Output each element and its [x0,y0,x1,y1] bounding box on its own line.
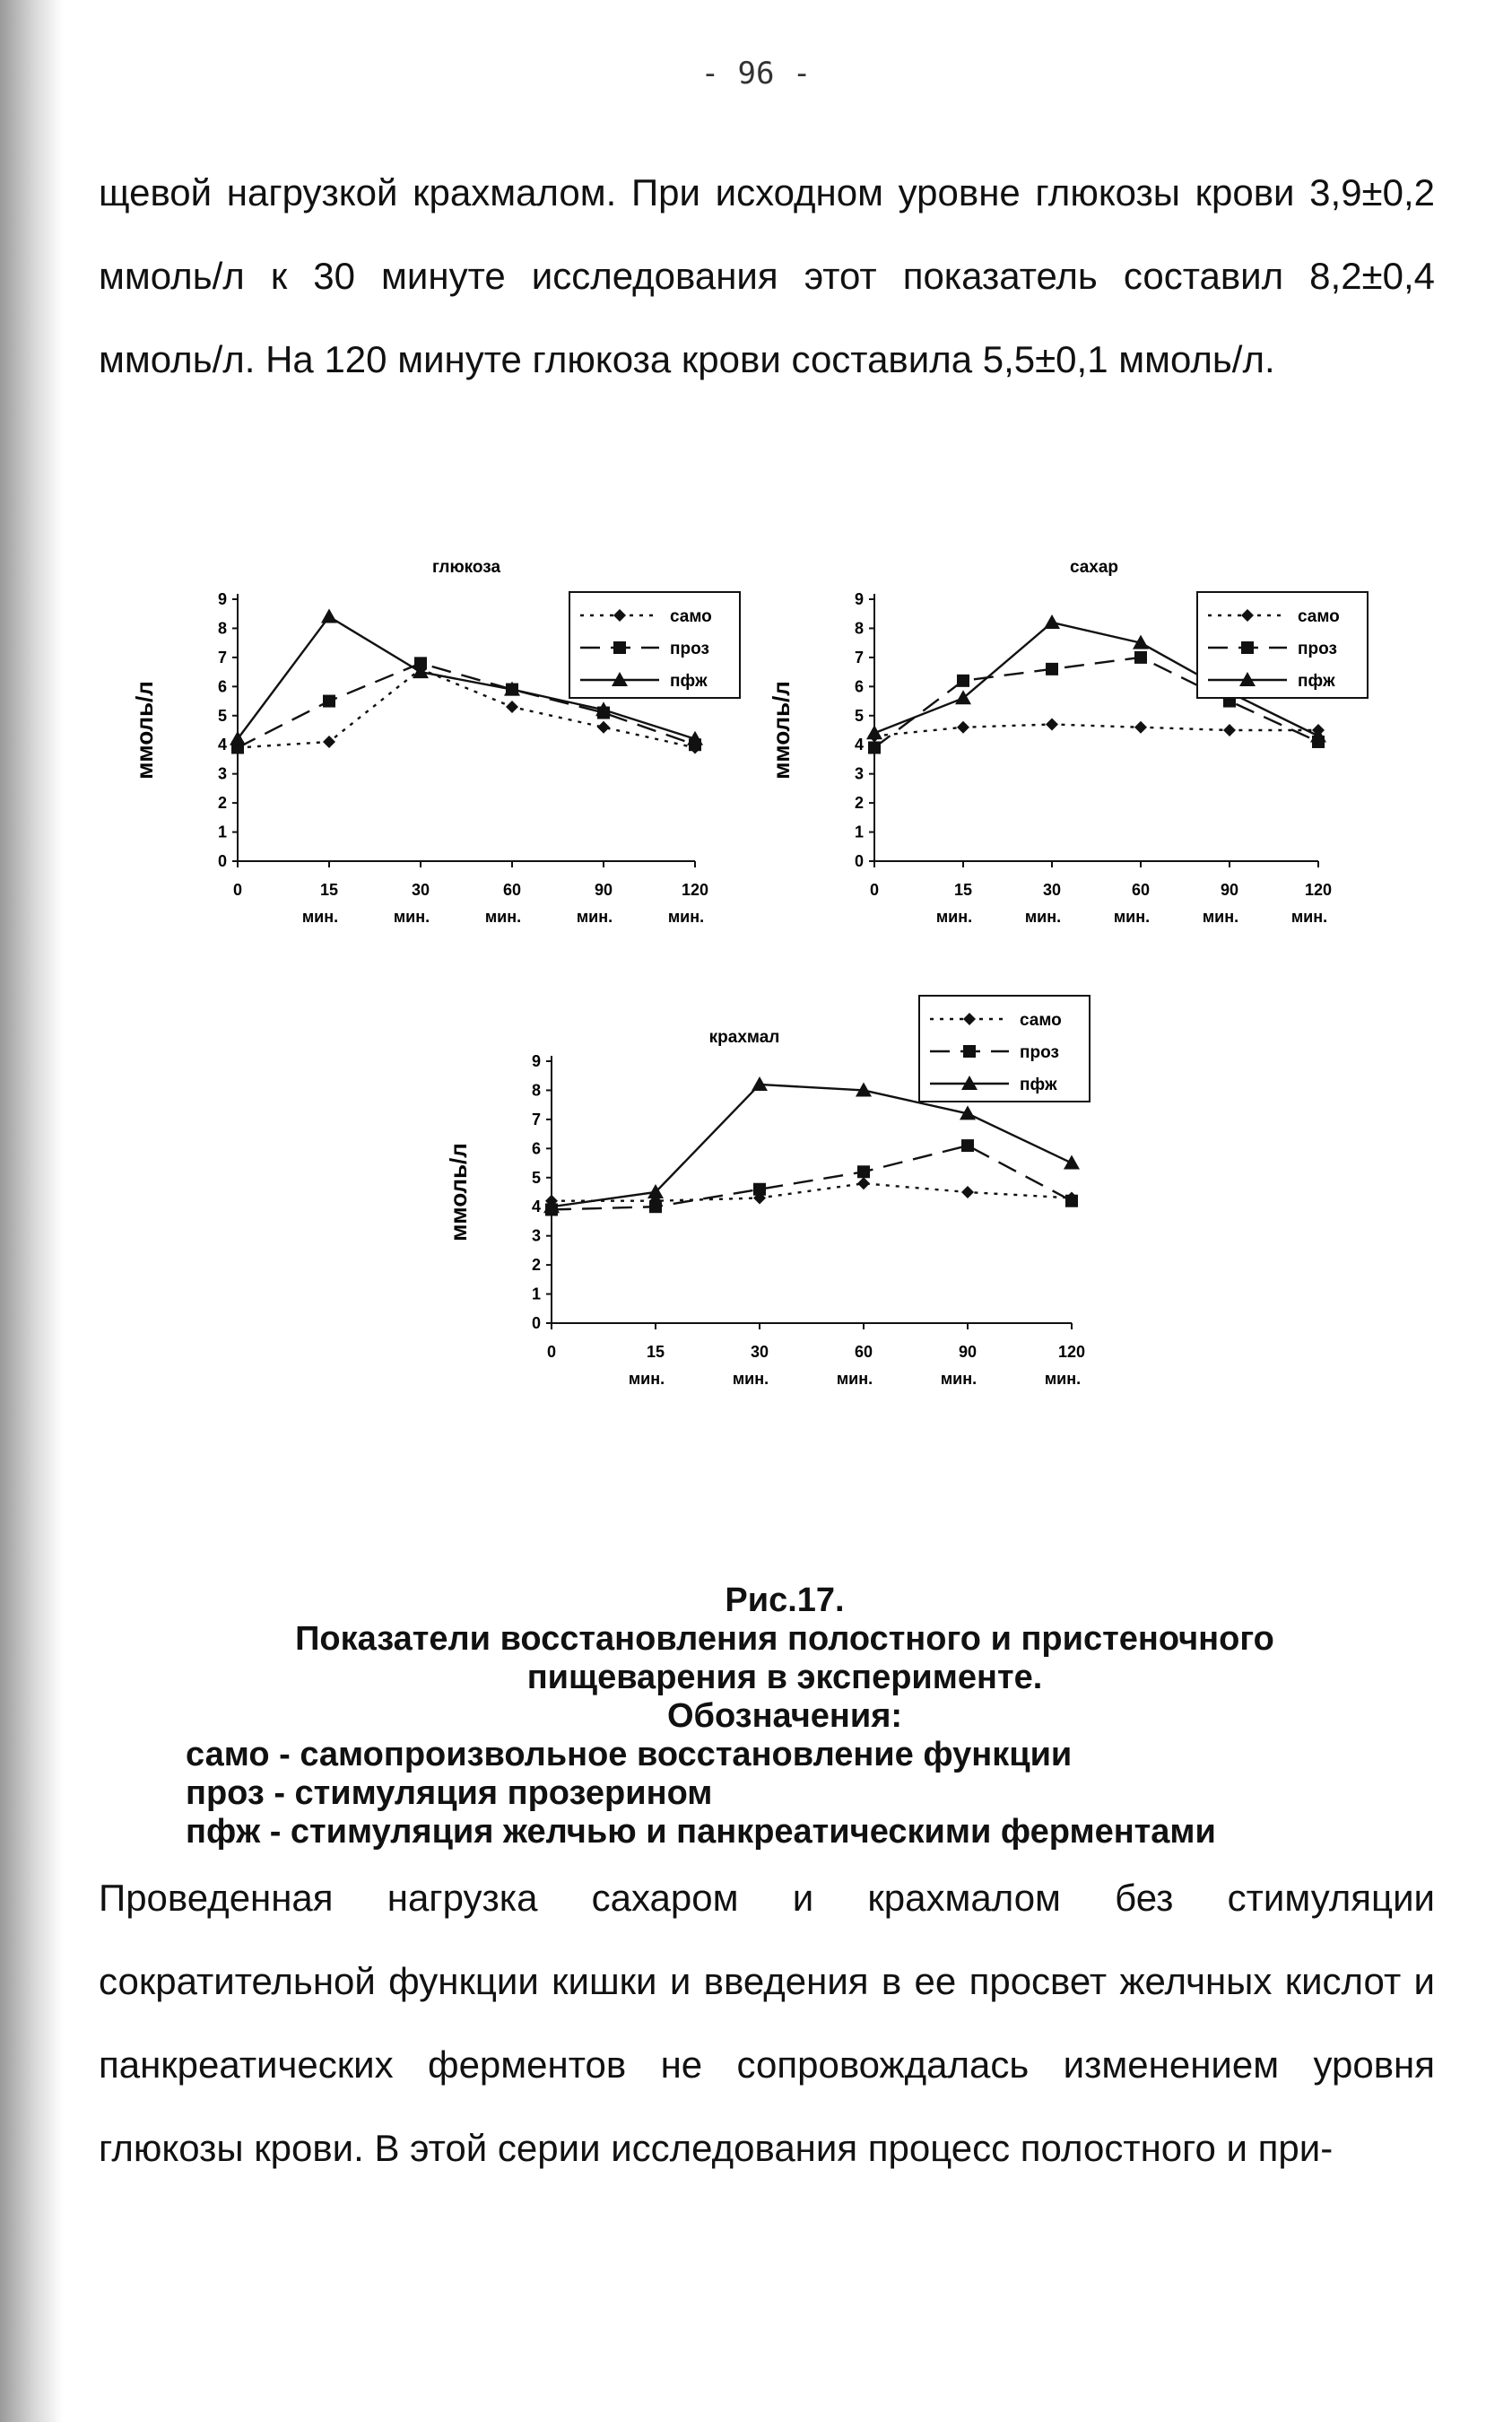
x-unit-label: мин. [1044,1370,1082,1388]
x-unit-label: мин. [836,1370,873,1388]
chart-svg [753,556,1435,951]
x-tick-label: 15 [953,881,973,899]
legend-label-samo: само [1298,607,1340,626]
data-point-samo [1223,724,1236,736]
data-point-samo [857,1177,870,1189]
legend-marker-proz [1241,641,1254,654]
y-tick-label: 6 [854,677,864,696]
chart-glucose [117,556,798,951]
legend-label-samo: само [670,607,712,626]
y-tick-label: 3 [531,1226,541,1245]
x-tick-label: 30 [1042,881,1062,899]
x-unit-label: мин. [393,908,430,926]
figure-title: Показатели восстановления полостного и пристеночного пищеварения в эксперименте. [295,1620,1274,1696]
legend-label-pfzh: пфж [1020,1076,1057,1094]
data-point-proz [857,1165,870,1178]
data-point-samo [597,721,610,734]
data-point-proz [323,695,335,708]
data-point-proz [1065,1195,1078,1207]
x-tick-label: 60 [1131,881,1151,899]
x-tick-label: 90 [1220,881,1239,899]
x-unit-label: мин. [667,908,705,926]
legend-label-proz: проз [1298,640,1337,658]
paragraph-top: щевой нагрузкой крахмалом. При исходном уровне глюкозы крови 3,9±0,2 ммоль/л к 30 минуте исследования этот показатель составил 8,2±0,4 ммоль/л. На 120 минуте глюкоза крови составила 5,5±0,1 ммоль/л. [99,171,1435,380]
x-tick-label: 15 [319,881,339,899]
x-unit-label: мин. [940,1370,978,1388]
x-tick-label: 60 [502,881,522,899]
data-point-proz [649,1200,662,1213]
series-samo [868,719,1325,743]
y-tick-label: 9 [854,590,864,608]
y-tick-label: 2 [854,794,864,813]
y-tick-label: 2 [217,794,227,813]
y-tick-label: 1 [217,823,227,841]
y-tick-label: 6 [531,1139,541,1158]
page-number: - 96 - [700,56,812,91]
x-unit-label: мин. [935,908,973,926]
data-point-pfzh [752,1076,768,1091]
legend-box [1197,592,1368,698]
paragraph-bottom: Проведенная нагрузка сахаром и крахмалом без стимуляции сократительной функции кишки и введения в ее просвет желчных кислот и панкреатических ферментов не сопровождалась изменением уровня глюкозы крови. В этой серии исследования процесс полостного и при- [99,1877,1435,2169]
data-point-pfzh [1044,614,1060,629]
chart-title: крахмал [708,1028,780,1047]
y-tick-label: 5 [217,706,227,725]
series-line-pfzh [552,1085,1072,1207]
y-axis-label: ммоль/л [131,681,158,780]
y-tick-label: 0 [217,852,227,870]
data-point-samo [957,721,969,734]
y-tick-label: 9 [217,590,227,608]
y-tick-label: 8 [531,1081,541,1100]
x-tick-label: 30 [750,1343,769,1361]
y-tick-label: 9 [531,1052,541,1070]
y-tick-label: 0 [531,1314,541,1332]
x-tick-label: 0 [869,881,880,899]
data-point-proz [961,1139,974,1152]
x-unit-label: мин. [484,908,522,926]
x-tick-label: 30 [411,881,430,899]
y-tick-label: 3 [854,764,864,783]
figure-number: Рис.17. [725,1581,845,1619]
x-tick-label: 0 [232,881,243,899]
y-tick-label: 1 [531,1285,541,1303]
x-tick-label: 60 [854,1343,873,1361]
data-point-pfzh [866,725,882,739]
legend-item-samo: само - самопроизвольное восстановление функции [186,1736,1073,1773]
y-tick-label: 5 [531,1168,541,1187]
y-tick-label: 4 [531,1198,541,1216]
series-samo [545,1177,1078,1207]
series-line-proz [552,1146,1072,1209]
y-tick-label: 4 [217,736,227,754]
legend-marker-proz [613,641,626,654]
y-tick-label: 0 [854,852,864,870]
y-tick-label: 6 [217,677,227,696]
legend-item-proz: проз - стимуляция прозерином [186,1774,713,1812]
chart-starch [430,1005,1112,1399]
y-axis-label: ммоль/л [768,681,795,780]
data-point-proz [868,741,881,754]
x-tick-label: 90 [594,881,613,899]
data-point-samo [323,736,335,748]
x-unit-label: мин. [301,908,339,926]
data-point-samo [961,1186,974,1198]
x-tick-label: 15 [646,1343,665,1361]
y-tick-label: 4 [854,736,864,754]
y-tick-label: 5 [854,706,864,725]
figure-caption [179,1581,1390,1851]
x-tick-label: 120 [681,881,709,899]
data-point-samo [1046,719,1058,731]
x-tick-label: 120 [1057,1343,1086,1361]
legend-marker-proz [963,1045,976,1058]
data-point-pfzh [1064,1155,1080,1170]
legend-label-pfzh: пфж [670,672,708,691]
y-tick-label: 2 [531,1256,541,1275]
y-tick-label: 7 [531,1110,541,1128]
data-point-proz [753,1183,766,1196]
x-unit-label: мин. [576,908,613,926]
legend-label-proz: проз [1020,1043,1059,1062]
x-unit-label: мин. [732,1370,769,1388]
y-axis-label: ммоль/л [445,1143,472,1241]
x-tick-label: 120 [1304,881,1333,899]
y-tick-label: 8 [217,619,227,638]
y-tick-label: 1 [854,823,864,841]
y-tick-label: 7 [854,648,864,666]
x-tick-label: 0 [546,1343,557,1361]
legend-label-proz: проз [670,640,709,658]
chart-title: глюкоза [431,558,501,577]
chart-svg [117,556,798,951]
x-tick-label: 90 [958,1343,978,1361]
chart-title: сахар [1069,558,1119,577]
legend-label-samo: само [1020,1011,1062,1030]
data-point-proz [1134,651,1147,664]
series-line-samo [552,1183,1072,1200]
page-edge-shadow [0,0,63,2422]
legend-list [186,1736,1390,1851]
series-proz [545,1139,1078,1215]
x-unit-label: мин. [1202,908,1239,926]
x-unit-label: мин. [1024,908,1062,926]
y-tick-label: 8 [854,619,864,638]
data-point-samo [506,701,518,713]
legend-box [919,996,1090,1102]
legend-box [569,592,740,698]
data-point-proz [1046,663,1058,675]
legend [569,592,740,698]
legend [919,996,1090,1102]
data-point-proz [957,675,969,687]
data-point-pfzh [321,608,337,623]
legend-label-pfzh: пфж [1298,672,1335,691]
y-tick-label: 7 [217,648,227,666]
legend-item-pfzh: пфж - стимуляция желчью и панкреатическими ферментами [186,1813,1216,1851]
x-unit-label: мин. [628,1370,665,1388]
data-point-samo [1134,721,1147,734]
series-line-samo [874,725,1318,736]
chart-sugar [753,556,1435,951]
legend-heading: Обозначения: [666,1697,903,1735]
x-unit-label: мин. [1290,908,1328,926]
y-tick-label: 3 [217,764,227,783]
chart-svg [430,1005,1112,1399]
x-unit-label: мин. [1113,908,1151,926]
legend [1197,592,1368,698]
